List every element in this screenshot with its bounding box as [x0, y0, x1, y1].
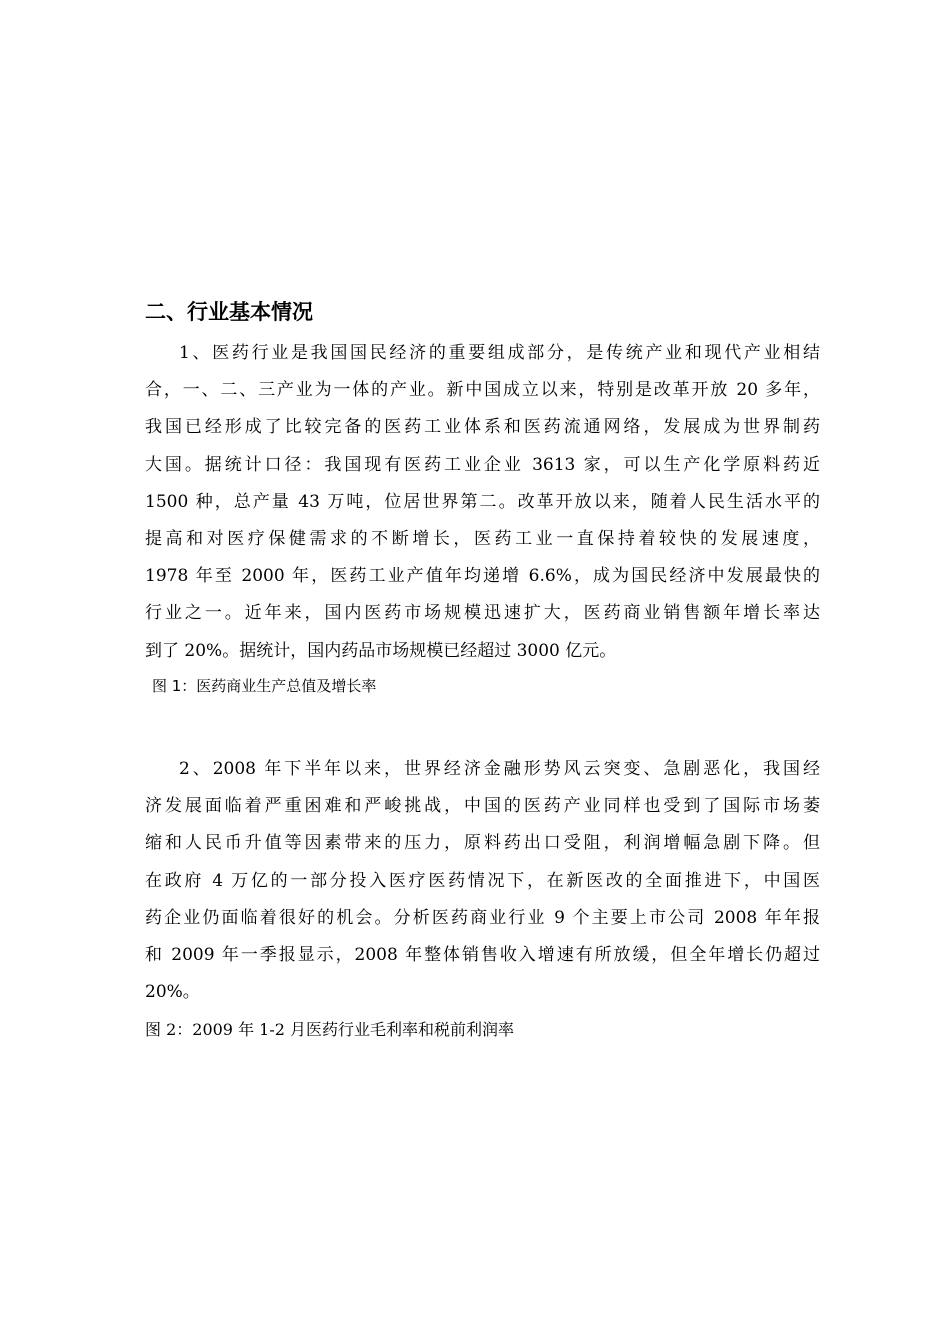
section-heading: 二、行业基本情况: [145, 300, 313, 324]
paragraph-financial-crisis: [145, 751, 820, 1011]
paragraph-line: 药企业仍面临着很好的机会。分析医药商业行业 9 个主要上市公司 2008 年年报: [145, 907, 820, 928]
paragraph-line: 1978 年至 2000 年，医药工业产值年均递增 6.6%，成为国民经济中发展最快的: [145, 566, 820, 587]
paragraph-line: 我国已经形成了比较完备的医药工业体系和医药流通网络，发展成为世界制药: [145, 417, 820, 438]
paragraph-line: 1500 种，总产量 43 万吨，位居世界第二。改革开放以来，随着人民生活水平的: [145, 491, 820, 512]
paragraph-industry-overview: [145, 335, 820, 670]
paragraph-line: 2、2008 年下半年以来，世界经济金融形势风云突变、急剧恶化，我国经: [179, 759, 820, 779]
paragraph-line: 合，一、二、三产业为一体的产业。新中国成立以来，特别是改革开放 20 多年，: [145, 380, 820, 401]
paragraph-line: 1、医药行业是我国国民经济的重要组成部分，是传统产业和现代产业相结: [179, 343, 820, 363]
paragraph-line: 提高和对医疗保健需求的不断增长，医药工业一直保持着较快的发展速度，: [145, 528, 820, 549]
paragraph-line: 大国。据统计口径：我国现有医药工业企业 3613 家，可以生产化学原料药近: [145, 454, 820, 475]
paragraph-line: 在政府 4 万亿的一部分投入医疗医药情况下，在新医改的全面推进下，中国医: [145, 870, 820, 891]
paragraph-line: 济发展面临着严重困难和严峻挑战，中国的医药产业同样也受到了国际市场萎: [145, 796, 820, 817]
figure-2-caption: 图 2：2009 年 1-2 月医药行业毛利率和税前利润率: [145, 1020, 515, 1039]
figure-1-caption: 图 1：医药商业生产总值及增长率: [152, 677, 377, 695]
paragraph-line: 行业之一。近年来，国内医药市场规模迅速扩大，医药商业销售额年增长率达: [145, 603, 820, 624]
paragraph-line: 缩和人民币升值等因素带来的压力，原料药出口受阻，利润增幅急剧下降。但: [145, 833, 820, 854]
paragraph-line: 20%。: [145, 982, 200, 1003]
paragraph-line: 到了 20%。据统计，国内药品市场规模已经超过 3000 亿元。: [145, 640, 617, 661]
paragraph-line: 和 2009 年一季报显示，2008 年整体销售收入增速有所放缓，但全年增长仍超过: [145, 944, 820, 965]
